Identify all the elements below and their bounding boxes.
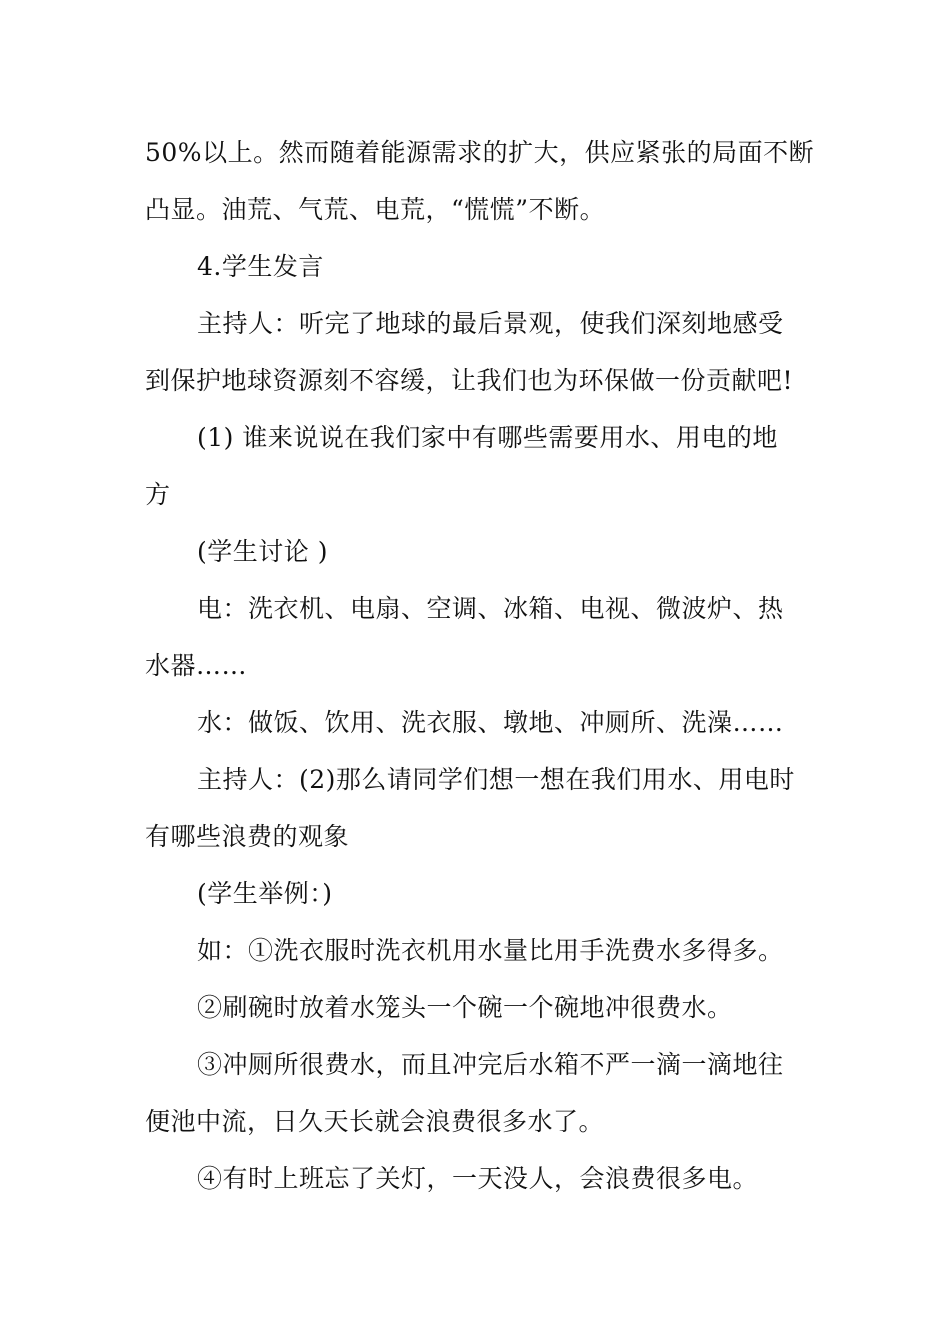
paragraph-line: 50%以上。然而随着能源需求的扩大，供应紧张的局面不断 bbox=[145, 138, 815, 167]
paragraph-line: 主持人：听完了地球的最后景观，使我们深刻地感受 bbox=[197, 309, 784, 338]
paragraph-line: 水：做饭、饮用、洗衣服、墩地、冲厕所、洗澡…… bbox=[197, 708, 784, 737]
paragraph-line: 便池中流，日久天长就会浪费很多水了。 bbox=[145, 1107, 605, 1136]
paragraph-line: 有哪些浪费的观象 bbox=[145, 822, 350, 851]
paragraph-line: (学生举例：) bbox=[197, 879, 333, 908]
paragraph-line: 到保护地球资源刻不容缓，让我们也为环保做一份贡献吧! bbox=[145, 366, 794, 395]
paragraph-line: 电：洗衣机、电扇、空调、冰箱、电视、微波炉、热 bbox=[197, 594, 784, 623]
paragraph-line: 主持人：(2)那么请同学们想一想在我们用水、用电时 bbox=[197, 765, 795, 794]
paragraph-line: ②刷碗时放着水笼头一个碗一个碗地冲很费水。 bbox=[197, 993, 733, 1022]
paragraph-line: 如：①洗衣服时洗衣机用水量比用手洗费水多得多。 bbox=[197, 936, 784, 965]
paragraph-line: (1) 谁来说说在我们家中有哪些需要用水、用电的地 bbox=[197, 423, 778, 452]
paragraph-line: ③冲厕所很费水，而且冲完后水箱不严一滴一滴地往 bbox=[197, 1050, 784, 1079]
paragraph-line: 水器…… bbox=[145, 651, 248, 680]
paragraph-line: ④有时上班忘了关灯，一天没人，会浪费很多电。 bbox=[197, 1164, 759, 1193]
section-heading: 4.学生发言 bbox=[197, 252, 324, 281]
paragraph-line: 方 bbox=[145, 480, 171, 509]
paragraph-line: (学生讨论 ) bbox=[197, 537, 328, 566]
paragraph-line: 凸显。油荒、气荒、电荒，“慌慌”不断。 bbox=[145, 195, 606, 224]
